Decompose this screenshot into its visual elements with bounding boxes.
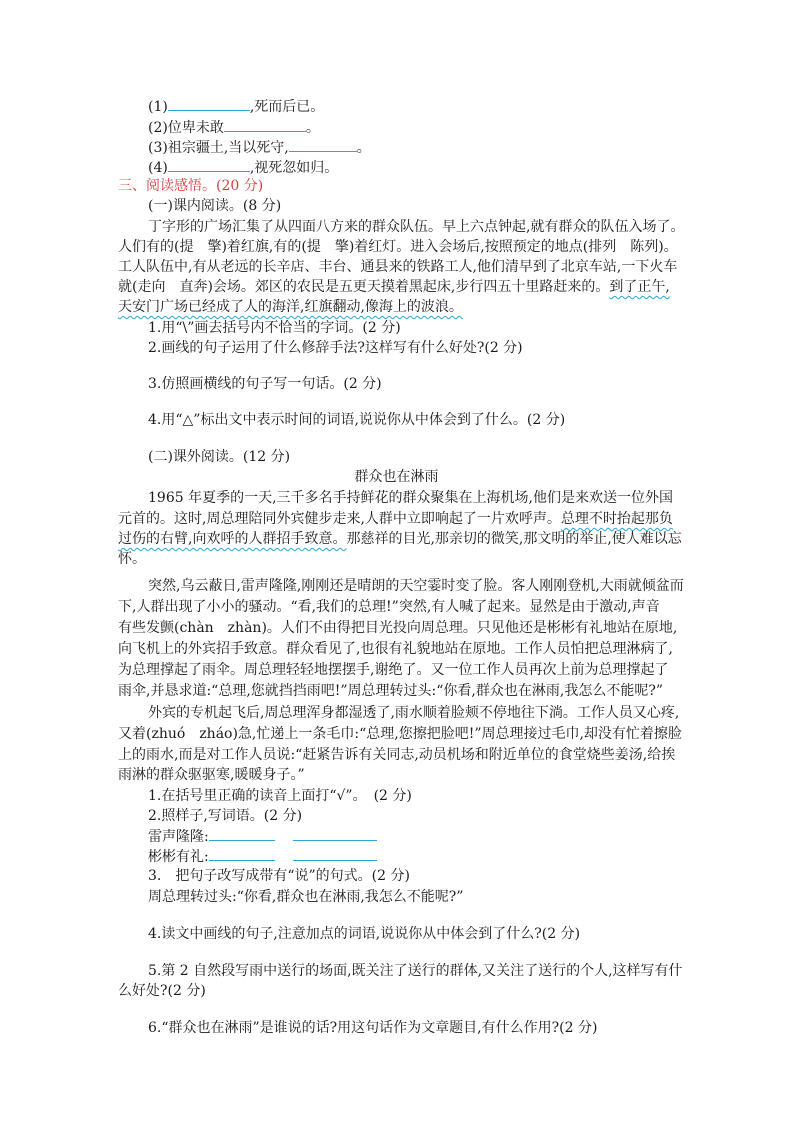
passage2-line: 雨伞,并恳求道:“总理,您就挡挡雨吧!”周总理转过头:“你看,群众也在淋雨,我怎么不能呢?” (118, 683, 663, 699)
part2-question-6: 6.“群众也在淋雨”是谁说的话?用这句话作为文章题目,有什么作用?(2 分) (148, 1020, 598, 1036)
answer-blank[interactable] (289, 137, 357, 152)
answer-blank[interactable] (168, 157, 250, 172)
passage2-line: 有些发颤(chàn zhàn)。人们不由得把目光投向周总理。只见他还是彬彬有礼地站在原地, (118, 620, 678, 636)
section-heading: 三、阅读感悟。(20 分) (118, 178, 264, 194)
passage2-line: 又着(zhuó zháo)急,忙递上一条毛巾:“总理,您擦把脸吧!”周总理接过毛巾,却没有忙着擦脸 (118, 726, 682, 742)
answer-blank[interactable] (293, 826, 377, 841)
passage2-line: 怀。 (118, 551, 146, 567)
passage1-line: 丁字形的广场汇集了从四面八方来的群众队伍。早上六点钟起,就有群众的队伍入场了。 (148, 219, 685, 235)
underlined-sentence: 到了正午, (609, 279, 670, 295)
passage2-line: 外宾的专机起飞后,周总理浑身都湿透了,雨水顺着脸颊不停地往下淌。工作人员又心疼, (148, 705, 680, 721)
fill-blank-suffix: 。 (305, 120, 320, 136)
answer-blank[interactable] (168, 96, 250, 111)
passage2-line: 雨淋的群众驱驱寒,暖暖身子。” (118, 767, 305, 783)
passage-text: 就(走向 直奔)会场。郊区的农民是五更天摸着黑起床,步行四五十里路赶来的。 (118, 279, 610, 295)
fill-blank-4 (148, 157, 338, 178)
passage2-line: 为总理撑起了雨伞。周总理轻轻地摆摆手,谢绝了。又一位工作人员再次上前为总理撑起了 (118, 662, 669, 678)
passage2-line: 上的雨水,而是对工作人员说:“赶紧告诉有关同志,动员机场和附近单位的食堂烧些姜汤,给挨 (118, 747, 676, 763)
fill-blank-3 (148, 137, 371, 158)
part2-heading: (二)课外阅读。(12 分) (148, 449, 291, 465)
word-example-1 (148, 826, 377, 847)
passage2-line: 1965 年夏季的一天,三千多名手持鲜花的群众聚集在上海机场,他们是来欢送一位外国 (148, 490, 673, 506)
part1-question: 1.用“\”画去括号内不恰当的字词。(2 分) (148, 320, 401, 336)
passage2-line (118, 529, 682, 549)
fill-blank-prefix: (3)祖宗疆土,当以死守, (148, 140, 289, 156)
fill-blank-prefix: (4) (148, 160, 168, 176)
passage-title: 群众也在淋雨 (354, 469, 439, 485)
example-label: 彬彬有礼: (148, 849, 209, 865)
part2-question-5: 5.第 2 自然段写雨中送行的场面,既关注了送行的群体,又关注了送行的个人,这样写有什 (148, 963, 683, 979)
part2-question-5-cont: 么好处?(2 分) (118, 983, 206, 999)
fill-blank-suffix: ,死而后已。 (249, 99, 325, 115)
fill-blank-suffix: 。 (356, 140, 371, 156)
passage2-line: 下,人群出现了小小的骚动。“看,我们的总理!”突然,有人喊了起来。显然是由于激动,声音 (118, 599, 660, 615)
answer-blank[interactable] (224, 117, 306, 132)
fill-blank-1 (148, 96, 324, 117)
fill-blank-prefix: (2)位卑未敢 (148, 120, 224, 136)
part2-question-2: 2.照样子,写词语。(2 分) (148, 808, 303, 824)
part1-question: 3.仿照画横线的句子写一句话。(2 分) (148, 376, 382, 392)
part1-question: 2.画线的句子运用了什么修辞手法?这样写有什么好处?(2 分) (148, 340, 523, 356)
underlined-sentence: 天安门广场已经成了人的海洋,红旗翻动,像海上的波浪。 (118, 299, 463, 315)
part2-question-4: 4.读文中画线的句子,注意加点的词语,说说你从中体会到了什么?(2 分) (148, 926, 581, 942)
passage2-line (118, 509, 673, 529)
fill-blank-prefix: (1) (148, 99, 168, 115)
answer-blank[interactable] (209, 826, 275, 841)
part2-question-3: 3. 把句子改写成带有“说”的句式。(2 分) (148, 868, 410, 884)
rewrite-sentence: 周总理转过头:“你看,群众也在淋雨,我怎么不能呢?” (148, 889, 464, 905)
part1-question: 4.用“△”标出文中表示时间的词语,说说你从中体会到了什么。(2 分) (148, 412, 566, 428)
fill-blank-suffix: ,视死忽如归。 (249, 160, 339, 176)
answer-blank[interactable] (209, 846, 275, 861)
passage1-line: 人们有的(提 擎)着红旗,有的(提 擎)着红灯。进入会场后,按照预定的地点(排列 陈列)。 (118, 239, 678, 255)
part2-question-1: 1.在括号里正确的读音上面打“√”。 (2 分) (148, 788, 412, 804)
word-example-2 (148, 846, 377, 867)
passage1-line (118, 297, 463, 317)
underlined-sentence: 过伤的右臂,向欢呼的人群招手致意。 (118, 531, 347, 547)
fill-blank-2 (148, 117, 320, 138)
passage2-line: 突然,乌云蔽日,雷声隆隆,刚刚还是晴朗的天空霎时变了脸。客人刚刚登机,大雨就倾盆而 (148, 578, 684, 594)
underlined-sentence: 总理不时抬起那负 (560, 511, 673, 527)
passage-text: 那慈祥的目光,那亲切的微笑,那文明的举止,使人难以忘 (346, 531, 682, 547)
example-label: 雷声隆隆: (148, 829, 209, 845)
passage-text: 元首的。这时,周总理陪同外宾健步走来,人群中立即响起了一片欢呼声。 (118, 511, 561, 527)
answer-blank[interactable] (293, 846, 377, 861)
passage2-line: 向飞机上的外宾招手致意。群众看见了,也很有礼貌地站在原地。工作人员怕把总理淋病了, (118, 641, 673, 657)
passage1-line (118, 277, 670, 297)
part1-heading: (一)课内阅读。(8 分) (148, 198, 282, 214)
passage1-line: 工人队伍中,有从老远的长辛店、丰台、通县来的铁路工人,他们清早到了北京车站,一下火车 (118, 259, 678, 275)
